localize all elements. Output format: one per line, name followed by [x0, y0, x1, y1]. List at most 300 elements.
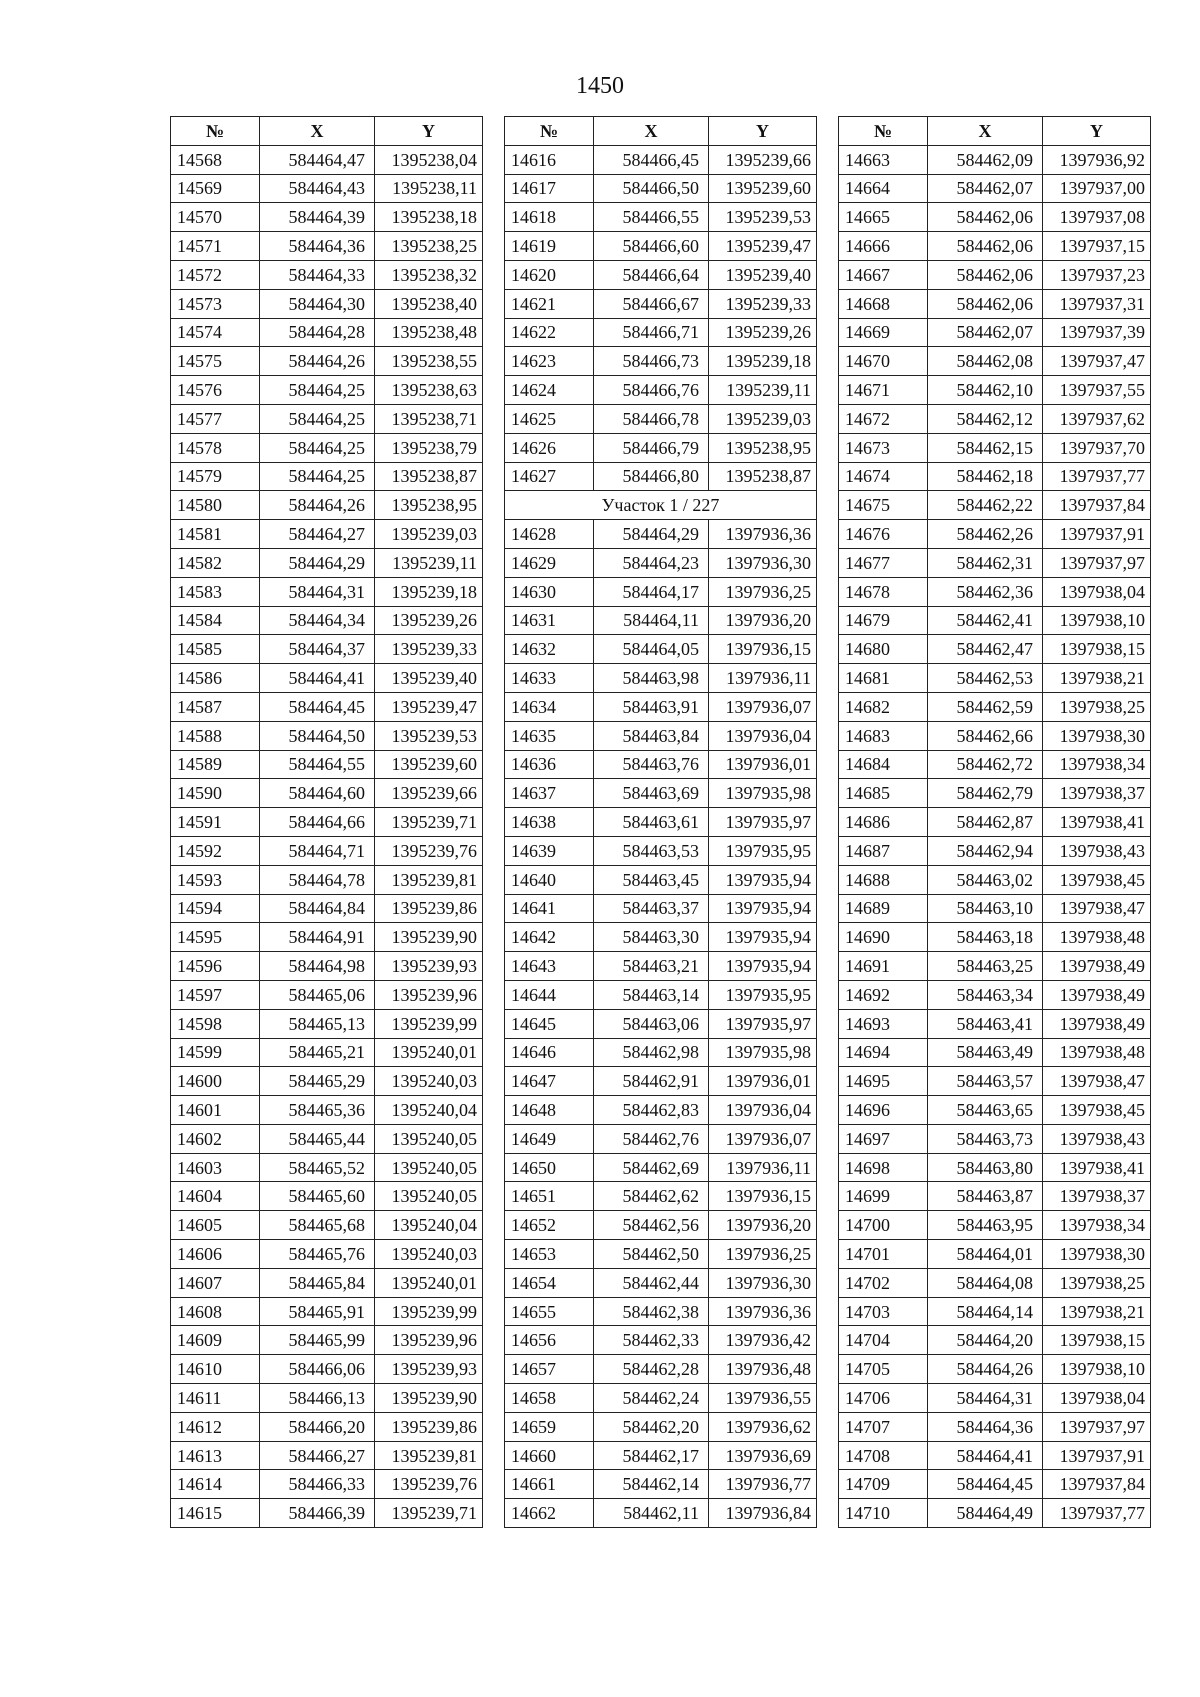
coordinate-table-3 [838, 116, 1151, 1528]
y-value: 1397938,45 [1043, 865, 1151, 894]
y-value: 1395239,66 [375, 779, 483, 808]
x-value: 584464,26 [260, 347, 375, 376]
y-value: 1397938,48 [1043, 923, 1151, 952]
x-value: 584464,49 [928, 1499, 1043, 1528]
point-number: 14605 [171, 1211, 260, 1240]
y-value: 1395238,71 [375, 404, 483, 433]
point-number: 14631 [505, 606, 594, 635]
y-value: 1395240,05 [375, 1153, 483, 1182]
x-value: 584462,59 [928, 692, 1043, 721]
point-number: 14710 [839, 1499, 928, 1528]
y-value: 1397937,84 [1043, 1470, 1151, 1499]
table-row [505, 404, 817, 433]
header-number: № [839, 117, 928, 146]
y-value: 1397937,47 [1043, 347, 1151, 376]
header-number: № [171, 117, 260, 146]
x-value: 584466,64 [594, 260, 709, 289]
coordinate-table-1 [170, 116, 483, 1528]
point-number: 14617 [505, 174, 594, 203]
table-row [505, 577, 817, 606]
x-value: 584464,36 [928, 1412, 1043, 1441]
x-value: 584466,33 [260, 1470, 375, 1499]
y-value: 1395239,76 [375, 836, 483, 865]
point-number: 14629 [505, 548, 594, 577]
table-row [839, 289, 1151, 318]
table-row [171, 1240, 483, 1269]
x-value: 584463,87 [928, 1182, 1043, 1211]
y-value: 1397935,98 [709, 1038, 817, 1067]
table-row [839, 433, 1151, 462]
point-number: 14671 [839, 376, 928, 405]
y-value: 1395239,96 [375, 980, 483, 1009]
y-value: 1397937,55 [1043, 376, 1151, 405]
point-number: 14661 [505, 1470, 594, 1499]
x-value: 584464,43 [260, 174, 375, 203]
point-number: 14602 [171, 1124, 260, 1153]
point-number: 14597 [171, 980, 260, 1009]
table-row [505, 1182, 817, 1211]
y-value: 1397938,43 [1043, 1124, 1151, 1153]
y-value: 1395239,96 [375, 1326, 483, 1355]
y-value: 1397938,34 [1043, 750, 1151, 779]
table-row [505, 462, 817, 491]
point-number: 14601 [171, 1096, 260, 1125]
table-row [839, 577, 1151, 606]
point-number: 14677 [839, 548, 928, 577]
y-value: 1395240,04 [375, 1096, 483, 1125]
x-value: 584466,50 [594, 174, 709, 203]
point-number: 14630 [505, 577, 594, 606]
point-number: 14606 [171, 1240, 260, 1269]
table-body [505, 145, 817, 1527]
y-value: 1395238,40 [375, 289, 483, 318]
table-row [171, 520, 483, 549]
table-row [839, 923, 1151, 952]
x-value: 584464,25 [260, 433, 375, 462]
table-row [171, 318, 483, 347]
table-row [839, 779, 1151, 808]
table-row [171, 462, 483, 491]
point-number: 14634 [505, 692, 594, 721]
table-row [839, 1240, 1151, 1269]
y-value: 1395238,63 [375, 376, 483, 405]
table-row [171, 1124, 483, 1153]
table-row [839, 145, 1151, 174]
table-row [505, 289, 817, 318]
table-row [839, 1470, 1151, 1499]
point-number: 14709 [839, 1470, 928, 1499]
x-value: 584462,72 [928, 750, 1043, 779]
point-number: 14640 [505, 865, 594, 894]
x-value: 584463,53 [594, 836, 709, 865]
table-row [505, 1240, 817, 1269]
table-row [171, 347, 483, 376]
y-value: 1395239,90 [375, 1384, 483, 1413]
point-number: 14618 [505, 203, 594, 232]
x-value: 584463,49 [928, 1038, 1043, 1067]
table-row [171, 1268, 483, 1297]
y-value: 1395239,33 [709, 289, 817, 318]
x-value: 584462,18 [928, 462, 1043, 491]
y-value: 1397938,25 [1043, 692, 1151, 721]
point-number: 14695 [839, 1067, 928, 1096]
y-value: 1395239,18 [709, 347, 817, 376]
table-row [171, 232, 483, 261]
y-value: 1397936,07 [709, 692, 817, 721]
x-value: 584464,20 [928, 1326, 1043, 1355]
x-value: 584462,53 [928, 664, 1043, 693]
x-value: 584462,07 [928, 174, 1043, 203]
y-value: 1397937,23 [1043, 260, 1151, 289]
table-row [171, 1355, 483, 1384]
x-value: 584465,99 [260, 1326, 375, 1355]
x-value: 584463,14 [594, 980, 709, 1009]
point-number: 14697 [839, 1124, 928, 1153]
y-value: 1395239,66 [709, 145, 817, 174]
x-value: 584465,36 [260, 1096, 375, 1125]
y-value: 1395239,11 [709, 376, 817, 405]
y-value: 1397935,94 [709, 865, 817, 894]
table-row [505, 174, 817, 203]
point-number: 14614 [171, 1470, 260, 1499]
x-value: 584463,06 [594, 1009, 709, 1038]
y-value: 1395240,01 [375, 1268, 483, 1297]
x-value: 584463,21 [594, 952, 709, 981]
y-value: 1395239,81 [375, 1441, 483, 1470]
y-value: 1397938,21 [1043, 664, 1151, 693]
y-value: 1395240,05 [375, 1182, 483, 1211]
point-number: 14641 [505, 894, 594, 923]
y-value: 1395239,47 [375, 692, 483, 721]
point-number: 14672 [839, 404, 928, 433]
table-row [839, 721, 1151, 750]
point-number: 14702 [839, 1268, 928, 1297]
table-row [839, 232, 1151, 261]
y-value: 1395239,93 [375, 1355, 483, 1384]
x-value: 584464,23 [594, 548, 709, 577]
x-value: 584464,25 [260, 462, 375, 491]
x-value: 584462,69 [594, 1153, 709, 1182]
y-value: 1395239,71 [375, 1499, 483, 1528]
table-row [505, 721, 817, 750]
y-value: 1395238,87 [709, 462, 817, 491]
y-value: 1397938,43 [1043, 836, 1151, 865]
x-value: 584464,26 [260, 491, 375, 520]
x-value: 584462,98 [594, 1038, 709, 1067]
point-number: 14583 [171, 577, 260, 606]
x-value: 584462,14 [594, 1470, 709, 1499]
y-value: 1397938,47 [1043, 894, 1151, 923]
table-row [839, 203, 1151, 232]
y-value: 1397936,48 [709, 1355, 817, 1384]
table-row [505, 865, 817, 894]
x-value: 584465,68 [260, 1211, 375, 1240]
x-value: 584464,36 [260, 232, 375, 261]
table-row [839, 1009, 1151, 1038]
point-number: 14673 [839, 433, 928, 462]
point-number: 14610 [171, 1355, 260, 1384]
x-value: 584464,45 [260, 692, 375, 721]
y-value: 1395239,33 [375, 635, 483, 664]
y-value: 1395240,05 [375, 1124, 483, 1153]
table-row [839, 1268, 1151, 1297]
x-value: 584464,31 [260, 577, 375, 606]
y-value: 1397936,30 [709, 1268, 817, 1297]
y-value: 1397938,37 [1043, 1182, 1151, 1211]
table-row [505, 606, 817, 635]
point-number: 14638 [505, 808, 594, 837]
x-value: 584464,29 [594, 520, 709, 549]
point-number: 14689 [839, 894, 928, 923]
x-value: 584466,60 [594, 232, 709, 261]
point-number: 14700 [839, 1211, 928, 1240]
point-number: 14632 [505, 635, 594, 664]
point-number: 14604 [171, 1182, 260, 1211]
point-number: 14681 [839, 664, 928, 693]
table-row [839, 808, 1151, 837]
x-value: 584464,78 [260, 865, 375, 894]
table-row [505, 520, 817, 549]
y-value: 1395239,18 [375, 577, 483, 606]
table-row [171, 491, 483, 520]
x-value: 584464,05 [594, 635, 709, 664]
table-row [839, 1384, 1151, 1413]
table-row [171, 779, 483, 808]
point-number: 14577 [171, 404, 260, 433]
y-value: 1397936,25 [709, 577, 817, 606]
y-value: 1395239,53 [709, 203, 817, 232]
y-value: 1397936,20 [709, 1211, 817, 1240]
header-y: Y [709, 117, 817, 146]
table-row [505, 1441, 817, 1470]
x-value: 584464,25 [260, 376, 375, 405]
table-row [171, 692, 483, 721]
y-value: 1395240,01 [375, 1038, 483, 1067]
y-value: 1397935,97 [709, 1009, 817, 1038]
point-number: 14650 [505, 1153, 594, 1182]
point-number: 14656 [505, 1326, 594, 1355]
point-number: 14665 [839, 203, 928, 232]
table-row [171, 1153, 483, 1182]
x-value: 584464,01 [928, 1240, 1043, 1269]
x-value: 584465,29 [260, 1067, 375, 1096]
y-value: 1397936,11 [709, 1153, 817, 1182]
y-value: 1397936,36 [709, 1297, 817, 1326]
x-value: 584463,91 [594, 692, 709, 721]
point-number: 14707 [839, 1412, 928, 1441]
y-value: 1397938,25 [1043, 1268, 1151, 1297]
y-value: 1395239,53 [375, 721, 483, 750]
y-value: 1395238,11 [375, 174, 483, 203]
y-value: 1395239,03 [375, 520, 483, 549]
table-row [505, 1355, 817, 1384]
table-row [839, 692, 1151, 721]
point-number: 14569 [171, 174, 260, 203]
table-row [171, 606, 483, 635]
y-value: 1397938,04 [1043, 1384, 1151, 1413]
point-number: 14571 [171, 232, 260, 261]
x-value: 584462,07 [928, 318, 1043, 347]
x-value: 584464,55 [260, 750, 375, 779]
table-row [839, 952, 1151, 981]
table-row [505, 232, 817, 261]
header-x: X [260, 117, 375, 146]
x-value: 584465,91 [260, 1297, 375, 1326]
x-value: 584462,06 [928, 232, 1043, 261]
table-row [171, 1412, 483, 1441]
table-body [171, 145, 483, 1527]
point-number: 14645 [505, 1009, 594, 1038]
table-row [171, 577, 483, 606]
point-number: 14703 [839, 1297, 928, 1326]
x-value: 584462,11 [594, 1499, 709, 1528]
coordinate-table-2 [504, 116, 817, 1528]
y-value: 1397936,01 [709, 1067, 817, 1096]
x-value: 584464,98 [260, 952, 375, 981]
point-number: 14649 [505, 1124, 594, 1153]
x-value: 584463,57 [928, 1067, 1043, 1096]
y-value: 1397937,15 [1043, 232, 1151, 261]
x-value: 584462,41 [928, 606, 1043, 635]
point-number: 14668 [839, 289, 928, 318]
y-value: 1395239,03 [709, 404, 817, 433]
x-value: 584465,84 [260, 1268, 375, 1297]
table-row [171, 260, 483, 289]
x-value: 584464,47 [260, 145, 375, 174]
x-value: 584462,09 [928, 145, 1043, 174]
y-value: 1395239,86 [375, 1412, 483, 1441]
point-number: 14691 [839, 952, 928, 981]
y-value: 1397937,77 [1043, 1499, 1151, 1528]
y-value: 1397936,62 [709, 1412, 817, 1441]
y-value: 1397936,55 [709, 1384, 817, 1413]
x-value: 584466,55 [594, 203, 709, 232]
x-value: 584462,33 [594, 1326, 709, 1355]
x-value: 584466,73 [594, 347, 709, 376]
x-value: 584463,84 [594, 721, 709, 750]
header-row [839, 117, 1151, 146]
table-row [171, 894, 483, 923]
y-value: 1395238,95 [375, 491, 483, 520]
y-value: 1397937,97 [1043, 548, 1151, 577]
point-number: 14612 [171, 1412, 260, 1441]
x-value: 584462,79 [928, 779, 1043, 808]
table-row [839, 520, 1151, 549]
x-value: 584462,24 [594, 1384, 709, 1413]
x-value: 584462,12 [928, 404, 1043, 433]
y-value: 1395238,79 [375, 433, 483, 462]
table-row [505, 548, 817, 577]
point-number: 14586 [171, 664, 260, 693]
point-number: 14659 [505, 1412, 594, 1441]
y-value: 1397936,04 [709, 1096, 817, 1125]
y-value: 1397938,41 [1043, 808, 1151, 837]
x-value: 584464,66 [260, 808, 375, 837]
point-number: 14611 [171, 1384, 260, 1413]
y-value: 1397936,30 [709, 548, 817, 577]
point-number: 14657 [505, 1355, 594, 1384]
x-value: 584466,06 [260, 1355, 375, 1384]
point-number: 14652 [505, 1211, 594, 1240]
point-number: 14658 [505, 1384, 594, 1413]
point-number: 14596 [171, 952, 260, 981]
point-number: 14704 [839, 1326, 928, 1355]
x-value: 584462,76 [594, 1124, 709, 1153]
y-value: 1397935,98 [709, 779, 817, 808]
table-row [171, 1038, 483, 1067]
x-value: 584463,30 [594, 923, 709, 952]
y-value: 1397936,36 [709, 520, 817, 549]
table-row [171, 1067, 483, 1096]
point-number: 14580 [171, 491, 260, 520]
point-number: 14669 [839, 318, 928, 347]
y-value: 1397937,97 [1043, 1412, 1151, 1441]
point-number: 14688 [839, 865, 928, 894]
x-value: 584462,62 [594, 1182, 709, 1211]
x-value: 584464,29 [260, 548, 375, 577]
table-row [505, 808, 817, 837]
table-row [505, 145, 817, 174]
y-value: 1395239,26 [709, 318, 817, 347]
point-number: 14626 [505, 433, 594, 462]
table-row [839, 1297, 1151, 1326]
point-number: 14662 [505, 1499, 594, 1528]
point-number: 14622 [505, 318, 594, 347]
table-row [839, 376, 1151, 405]
table-row [505, 1384, 817, 1413]
x-value: 584463,10 [928, 894, 1043, 923]
point-number: 14663 [839, 145, 928, 174]
table-row [839, 1067, 1151, 1096]
point-number: 14624 [505, 376, 594, 405]
y-value: 1397938,30 [1043, 721, 1151, 750]
table-row [505, 433, 817, 462]
point-number: 14572 [171, 260, 260, 289]
y-value: 1397937,08 [1043, 203, 1151, 232]
y-value: 1397936,92 [1043, 145, 1151, 174]
header-row [171, 117, 483, 146]
x-value: 584464,60 [260, 779, 375, 808]
x-value: 584463,41 [928, 1009, 1043, 1038]
table-row [839, 1182, 1151, 1211]
point-number: 14599 [171, 1038, 260, 1067]
y-value: 1395239,81 [375, 865, 483, 894]
table-row [839, 1211, 1151, 1240]
table-row [171, 865, 483, 894]
x-value: 584466,27 [260, 1441, 375, 1470]
point-number: 14675 [839, 491, 928, 520]
table-row [839, 1038, 1151, 1067]
point-number: 14651 [505, 1182, 594, 1211]
y-value: 1397937,91 [1043, 1441, 1151, 1470]
header-x: X [594, 117, 709, 146]
y-value: 1397936,25 [709, 1240, 817, 1269]
y-value: 1397938,34 [1043, 1211, 1151, 1240]
point-number: 14593 [171, 865, 260, 894]
x-value: 584462,50 [594, 1240, 709, 1269]
x-value: 584464,33 [260, 260, 375, 289]
table-row [505, 1412, 817, 1441]
table-row [505, 692, 817, 721]
x-value: 584465,52 [260, 1153, 375, 1182]
table-row [505, 1268, 817, 1297]
point-number: 14615 [171, 1499, 260, 1528]
table-row [505, 1067, 817, 1096]
point-number: 14625 [505, 404, 594, 433]
table-row [171, 750, 483, 779]
table-row [505, 952, 817, 981]
x-value: 584465,76 [260, 1240, 375, 1269]
